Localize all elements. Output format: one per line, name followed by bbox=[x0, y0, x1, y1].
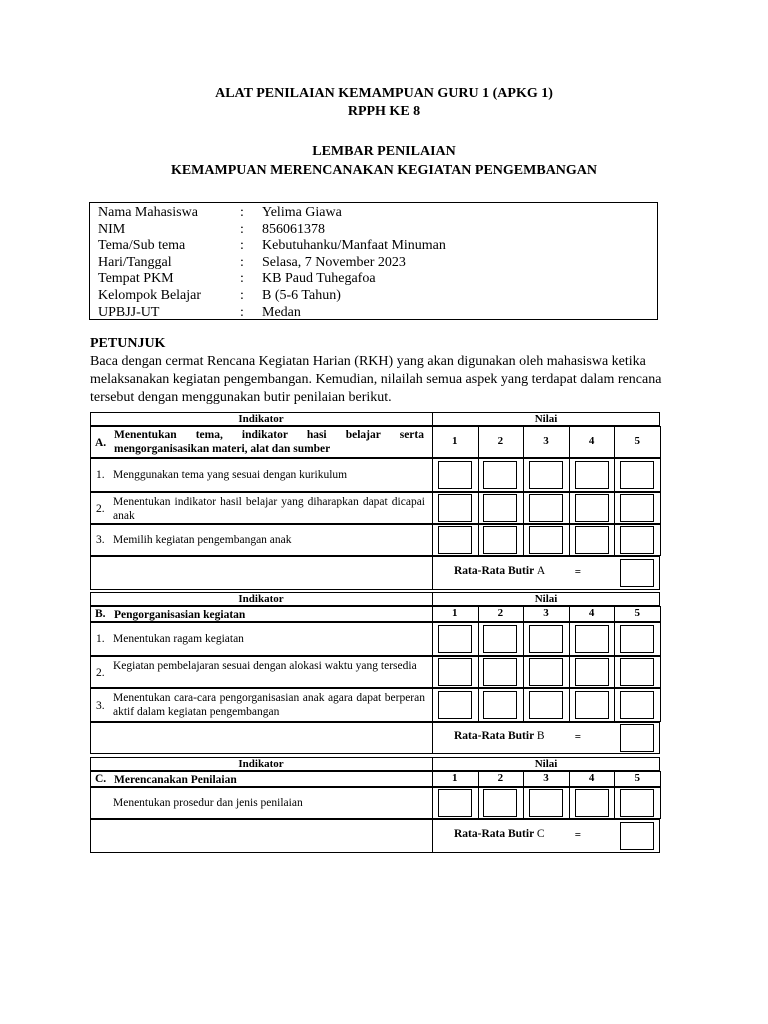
item-number: 3. bbox=[96, 700, 105, 712]
score-input-box[interactable] bbox=[575, 789, 609, 817]
item-text: Menentukan cara-cara pengorganisasian anak agara dapat berperan aktif dalam kegiatan pengembangan bbox=[113, 692, 425, 718]
info-value: B (5-6 Tahun) bbox=[262, 288, 341, 303]
score-input-box[interactable] bbox=[483, 526, 517, 554]
section-letter: C. bbox=[95, 773, 107, 785]
score-input-box[interactable] bbox=[529, 461, 563, 489]
rpph-number: RPPH KE 8 bbox=[347, 104, 421, 119]
section-title: Merencanakan Penilaian bbox=[114, 774, 237, 786]
rata-rata-label bbox=[454, 828, 545, 840]
section-title: Pengorganisasian kegiatan bbox=[114, 609, 246, 621]
score-input-box[interactable] bbox=[438, 461, 472, 489]
info-row bbox=[98, 222, 638, 238]
score-input-box[interactable] bbox=[483, 691, 517, 719]
score-number: 1 bbox=[452, 607, 458, 619]
rata-left-cell bbox=[90, 556, 433, 590]
rata-text: Rata-Rata Butir bbox=[454, 730, 534, 742]
average-input-box[interactable] bbox=[620, 724, 654, 752]
score-input-box[interactable] bbox=[438, 658, 472, 686]
equals-sign: = bbox=[574, 566, 582, 578]
rata-letter: A bbox=[536, 565, 546, 577]
petunjuk-heading: PETUNJUK bbox=[90, 336, 166, 351]
score-number: 3 bbox=[543, 772, 549, 784]
score-number: 5 bbox=[634, 772, 640, 784]
score-number: 3 bbox=[543, 607, 549, 619]
info-row bbox=[98, 205, 638, 221]
score-input-box[interactable] bbox=[620, 658, 654, 686]
score-input-box[interactable] bbox=[575, 461, 609, 489]
info-row bbox=[98, 305, 638, 321]
item-text: Menentukan ragam kegiatan bbox=[113, 633, 244, 645]
score-input-box[interactable] bbox=[575, 691, 609, 719]
score-number: 1 bbox=[452, 772, 458, 784]
info-value: Yelima Giawa bbox=[262, 205, 342, 220]
info-value: 856061378 bbox=[262, 221, 325, 237]
score-input-box[interactable] bbox=[529, 494, 563, 522]
score-number: 5 bbox=[634, 607, 640, 619]
student-info-box bbox=[89, 202, 658, 320]
score-number: 4 bbox=[588, 772, 595, 784]
petunjuk-text: Baca dengan cermat Rencana Kegiatan Harian (RKH) yang akan digunakan oleh mahasiswa ketika melaksanakan kegiatan pengembangan. Kemudian, nilailah semua aspek yang terdapat dalam rencana tersebut dengan menggunakan butir penilaian berikut. bbox=[90, 354, 662, 405]
score-input-box[interactable] bbox=[620, 494, 654, 522]
info-label: NIM bbox=[98, 221, 126, 237]
info-value: Medan bbox=[262, 304, 301, 320]
info-colon: : bbox=[240, 271, 244, 287]
score-input-box[interactable] bbox=[575, 494, 609, 522]
section-letter: B. bbox=[95, 608, 106, 620]
info-colon: : bbox=[240, 288, 244, 303]
item-text: Menggunakan tema yang sesuai dengan kurikulum bbox=[113, 469, 348, 481]
info-label: Tempat PKM bbox=[98, 271, 174, 287]
info-value: Kebutuhanku/Manfaat Minuman bbox=[262, 238, 446, 254]
rata-text: Rata-Rata Butir bbox=[454, 565, 534, 577]
info-label: Kelompok Belajar bbox=[98, 288, 202, 303]
score-input-box[interactable] bbox=[575, 526, 609, 554]
info-row bbox=[98, 288, 638, 304]
info-colon: : bbox=[240, 221, 244, 237]
info-label: Tema/Sub tema bbox=[98, 238, 186, 254]
rata-letter: B bbox=[536, 730, 545, 742]
info-row bbox=[98, 255, 638, 271]
rata-rata-label bbox=[454, 565, 545, 577]
score-input-box[interactable] bbox=[438, 494, 472, 522]
average-input-box[interactable] bbox=[620, 822, 654, 850]
item-text: Kegiatan pembelajaran sesuai dengan alokasi waktu yang tersedia bbox=[113, 660, 417, 672]
equals-sign: = bbox=[574, 829, 582, 841]
score-input-box[interactable] bbox=[620, 691, 654, 719]
info-colon: : bbox=[240, 238, 244, 254]
score-number: 2 bbox=[497, 772, 504, 784]
nilai-header: Nilai bbox=[534, 593, 558, 605]
info-row bbox=[98, 271, 638, 287]
item-number: 1. bbox=[96, 633, 105, 645]
score-input-box[interactable] bbox=[575, 658, 609, 686]
info-value: Selasa, 7 November 2023 bbox=[262, 254, 406, 270]
item-text: Memilih kegiatan pengembangan anak bbox=[113, 534, 292, 546]
score-input-box[interactable] bbox=[483, 625, 517, 653]
item-number: 3. bbox=[96, 534, 105, 546]
score-number: 3 bbox=[543, 435, 549, 447]
nilai-header: Nilai bbox=[534, 758, 558, 770]
indikator-header: Indikator bbox=[238, 593, 284, 605]
sheet-title: LEMBAR PENILAIAN bbox=[312, 144, 456, 159]
score-input-box[interactable] bbox=[529, 658, 563, 686]
score-input-box[interactable] bbox=[438, 789, 472, 817]
rata-left-cell bbox=[90, 819, 433, 853]
score-number: 4 bbox=[588, 607, 595, 619]
score-input-box[interactable] bbox=[438, 526, 472, 554]
indikator-header: Indikator bbox=[238, 758, 284, 770]
item-number: 2. bbox=[96, 667, 105, 679]
score-input-box[interactable] bbox=[620, 789, 654, 817]
rata-left-cell bbox=[90, 722, 433, 754]
score-number: 1 bbox=[452, 435, 458, 447]
sheet-subtitle: KEMAMPUAN MERENCANAKAN KEGIATAN PENGEMBANGAN bbox=[170, 163, 598, 178]
score-number: 2 bbox=[497, 607, 504, 619]
item-text: Menentukan prosedur dan jenis penilaian bbox=[113, 797, 303, 809]
document-title: ALAT PENILAIAN KEMAMPUAN GURU 1 (APKG 1) bbox=[215, 86, 553, 101]
average-input-box[interactable] bbox=[620, 559, 654, 587]
info-colon: : bbox=[240, 304, 244, 320]
score-number: 2 bbox=[497, 435, 504, 447]
item-number: 1. bbox=[96, 469, 105, 481]
score-input-box[interactable] bbox=[620, 461, 654, 489]
info-colon: : bbox=[240, 254, 244, 270]
section-title: Menentukan tema, indikator hasi belajar serta mengorganisasikan materi, alat dan sumber bbox=[114, 429, 424, 455]
score-input-box[interactable] bbox=[620, 625, 654, 653]
section-letter: A. bbox=[95, 437, 107, 449]
info-value: KB Paud Tuhegafoa bbox=[262, 271, 376, 287]
score-input-box[interactable] bbox=[529, 625, 563, 653]
score-input-box[interactable] bbox=[529, 691, 563, 719]
item-text: Menentukan indikator hasil belajar yang diharapkan dapat dicapai anak bbox=[113, 496, 425, 522]
score-input-box[interactable] bbox=[529, 789, 563, 817]
info-label: Hari/Tanggal bbox=[98, 254, 172, 270]
score-input-box[interactable] bbox=[529, 526, 563, 554]
rata-text: Rata-Rata Butir bbox=[454, 828, 534, 840]
info-row bbox=[98, 238, 638, 254]
rata-letter: C bbox=[536, 828, 545, 840]
score-input-box[interactable] bbox=[483, 461, 517, 489]
rata-rata-label bbox=[454, 730, 545, 742]
score-input-box[interactable] bbox=[575, 625, 609, 653]
score-number: 4 bbox=[588, 435, 595, 447]
item-number: 2. bbox=[96, 503, 105, 515]
score-input-box[interactable] bbox=[438, 691, 472, 719]
score-input-box[interactable] bbox=[438, 625, 472, 653]
score-input-box[interactable] bbox=[483, 789, 517, 817]
equals-sign: = bbox=[574, 731, 582, 743]
indikator-header: Indikator bbox=[238, 413, 284, 425]
info-colon: : bbox=[240, 205, 244, 220]
nilai-header: Nilai bbox=[534, 413, 558, 425]
score-input-box[interactable] bbox=[483, 658, 517, 686]
info-label: Nama Mahasiswa bbox=[98, 205, 198, 220]
score-input-box[interactable] bbox=[483, 494, 517, 522]
info-label: UPBJJ-UT bbox=[98, 304, 160, 320]
score-input-box[interactable] bbox=[620, 526, 654, 554]
score-number: 5 bbox=[634, 435, 640, 447]
